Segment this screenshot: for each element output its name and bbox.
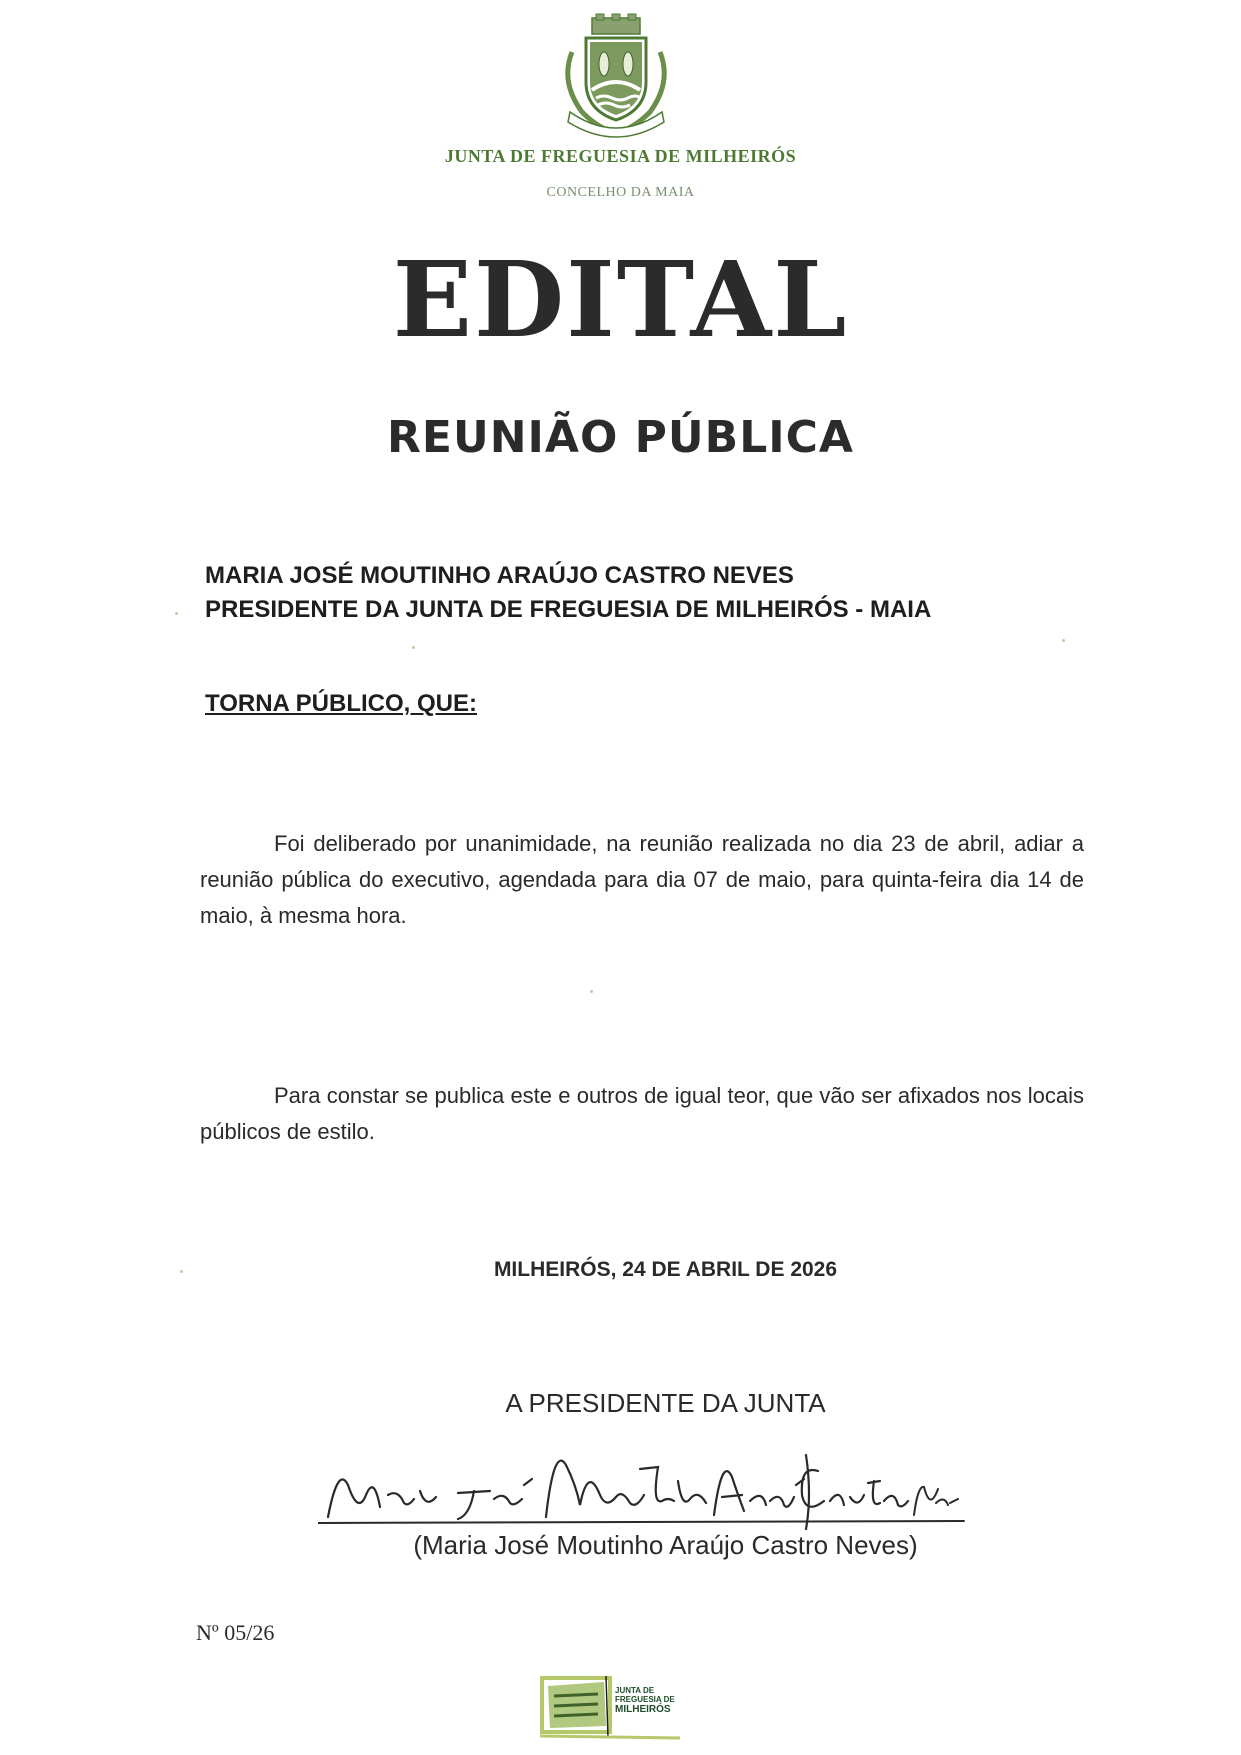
municipality-name: CONCELHO DA MAIA — [546, 185, 695, 200]
body-paragraph-1 — [200, 826, 1084, 934]
footer-logo-text — [615, 1686, 675, 1715]
paragraph-2-text: Para constar se publica este e outros de igual teor, que vão ser afixados nos locais públicos de estilo. — [200, 1083, 1084, 1144]
signatory-name: (Maria José Moutinho Araújo Castro Neves) — [413, 1530, 918, 1560]
issuer-name: MARIA JOSÉ MOUTINHO ARAÚJO CASTRO NEVES — [205, 562, 794, 589]
place-date: MILHEIRÓS, 24 DE ABRIL DE 2026 — [493, 1258, 838, 1281]
announcement-heading: TORNA PÚBLICO, QUE: — [205, 690, 478, 717]
organization-name: JUNTA DE FREGUESIA DE MILHEIRÓS — [444, 146, 797, 166]
footer-logo-line2: FREGUESIA DE — [615, 1695, 675, 1704]
coat-of-arms-icon — [552, 12, 680, 140]
document-number: Nº 05/26 — [196, 1620, 275, 1645]
signature-title: A PRESIDENTE DA JUNTA — [505, 1388, 826, 1418]
issuer-role: PRESIDENTE DA JUNTA DE FREGUESIA DE MILHEIRÓS - MAIA — [205, 596, 932, 623]
footer-logo-line3: MILHEIRÓS — [615, 1704, 671, 1715]
document-subtitle: REUNIÃO PÚBLICA — [387, 412, 854, 463]
document-title: EDITAL — [392, 238, 849, 361]
footer-logo-line1: JUNTA DE — [615, 1686, 655, 1695]
paragraph-1-text: Foi deliberado por unanimidade, na reunião realizada no dia 23 de abril, adiar a reunião pública do executivo, agendada para dia 07 de maio, para quinta-feira dia 14 de maio, à mesma hora. — [200, 831, 1084, 928]
handwritten-signature-icon — [318, 1425, 968, 1535]
body-paragraph-2 — [200, 1078, 1084, 1150]
